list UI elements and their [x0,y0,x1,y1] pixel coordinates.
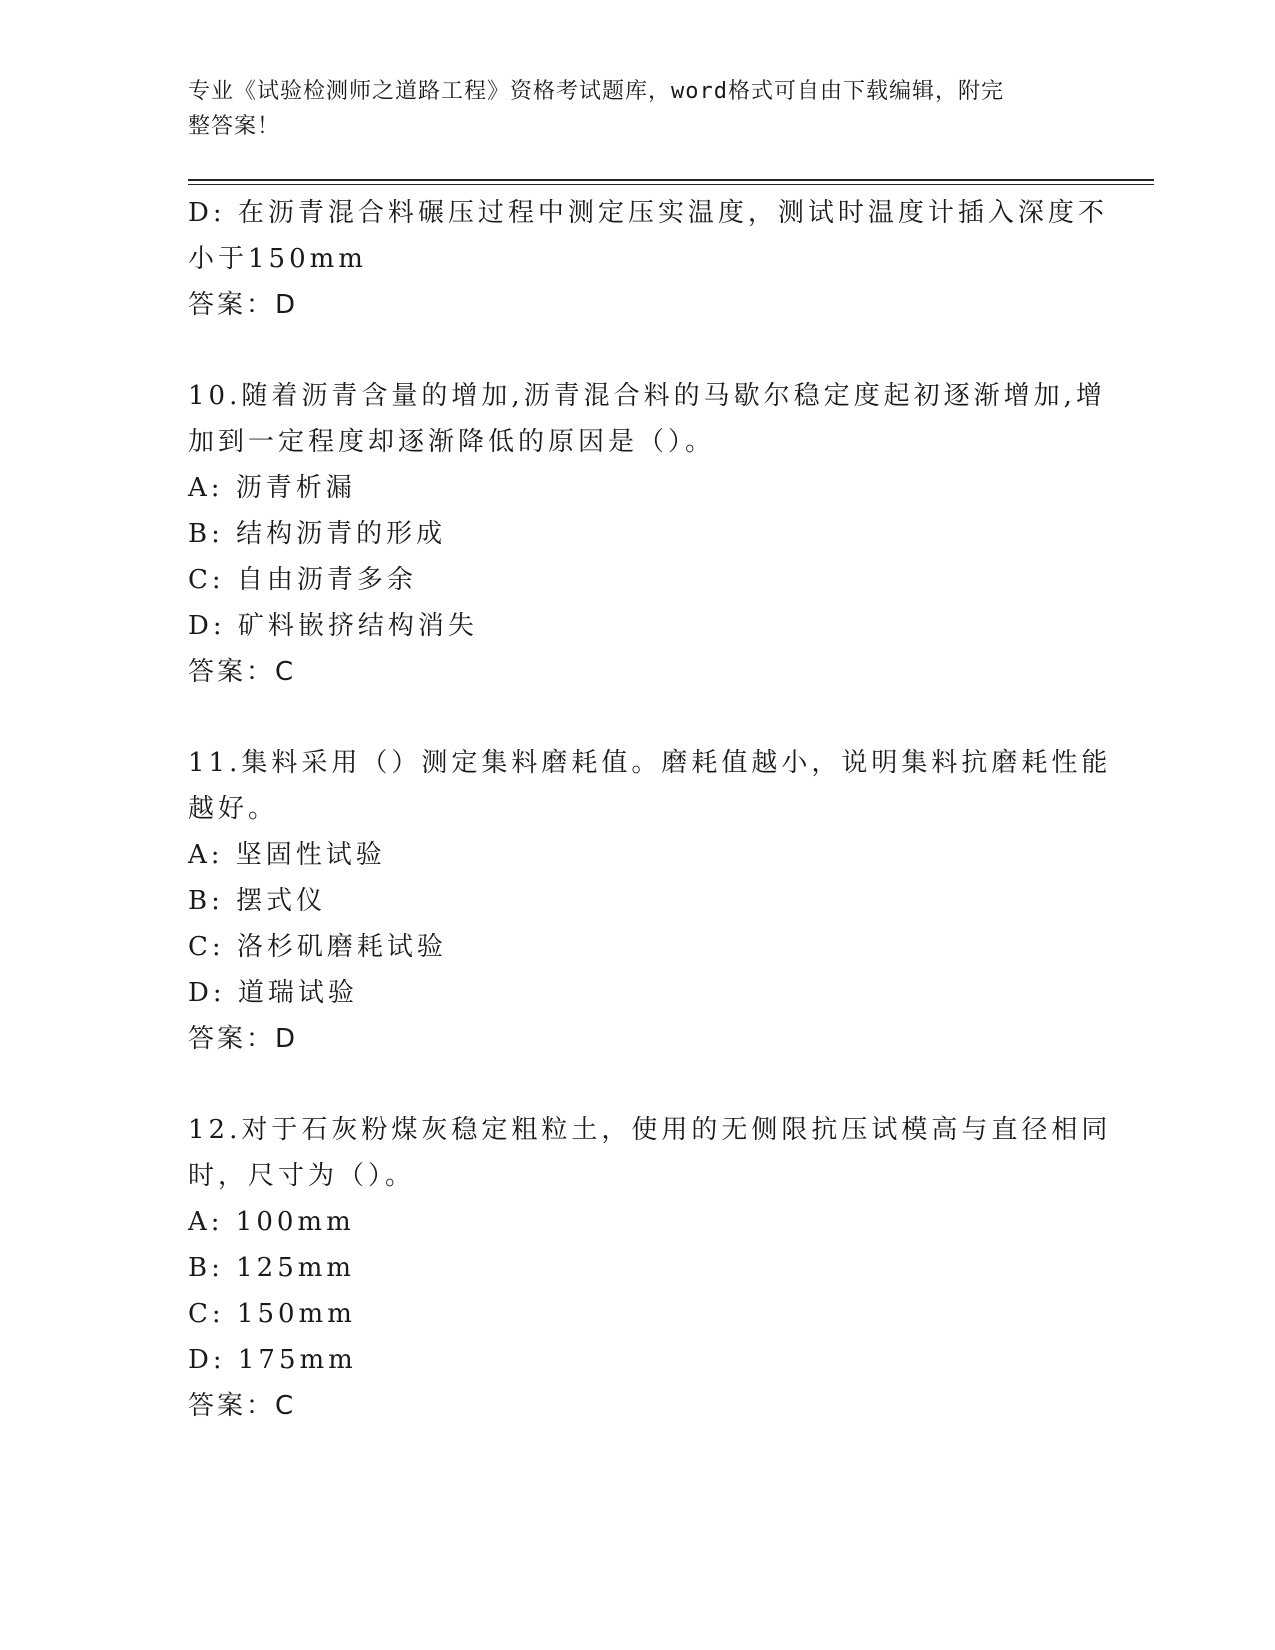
question-text-continued: 越好。 [188,794,279,824]
option-d-continued: 小于150mm [188,244,367,274]
question-text: 10.随着沥青含量的增加,沥青混合料的马歇尔稳定度起初逐渐增加,增 [188,381,1106,411]
answer-line: 答案：C [188,657,297,687]
header-line-1: 专业《试验检测师之道路工程》资格考试题库，word格式可自由下载编辑，附完 [188,79,1004,104]
question-10 [188,373,1106,695]
header-divider-thin [188,184,1154,185]
option-c: C: 自由沥青多余 [188,565,417,595]
option-a: A: 沥青析漏 [188,473,356,503]
question-text: 12.对于石灰粉煤灰稳定粗粒土，使用的无侧限抗压试模高与直径相同 [188,1115,1112,1145]
option-c: C: 150mm [188,1299,356,1329]
previous-question-tail [188,190,1108,328]
answer-line: 答案：D [188,1024,299,1054]
question-12 [188,1107,1112,1429]
option-a: A: 100mm [188,1207,355,1237]
answer-line: 答案：D [188,290,299,320]
answer-line: 答案：C [188,1391,297,1421]
option-d: D: 矿料嵌挤结构消失 [188,611,478,641]
spacer [188,695,1088,740]
header-divider-thick [188,179,1154,181]
option-c: C: 洛杉矶磨耗试验 [188,932,447,962]
spacer [188,328,1088,373]
option-b: B: 摆式仪 [188,886,327,916]
spacer [188,1062,1088,1107]
option-d: D: 在沥青混合料碾压过程中测定压实温度，测试时温度计插入深度不 [188,198,1108,228]
question-text-continued: 时，尺寸为（）。 [188,1161,416,1191]
header-line-2: 整答案！ [188,114,281,139]
question-text-continued: 加到一定程度却逐渐降低的原因是（）。 [188,427,716,457]
question-11 [188,740,1112,1062]
option-d: D: 道瑞试验 [188,978,358,1008]
question-text: 11.集料采用（）测定集料磨耗值。磨耗值越小，说明集料抗磨耗性能 [188,748,1112,778]
option-a: A: 坚固性试验 [188,840,386,870]
option-b: B: 125mm [188,1253,356,1283]
option-b: B: 结构沥青的形成 [188,519,447,549]
question-content [188,190,1112,1429]
document-header [188,74,1078,144]
option-d: D: 175mm [188,1345,357,1375]
